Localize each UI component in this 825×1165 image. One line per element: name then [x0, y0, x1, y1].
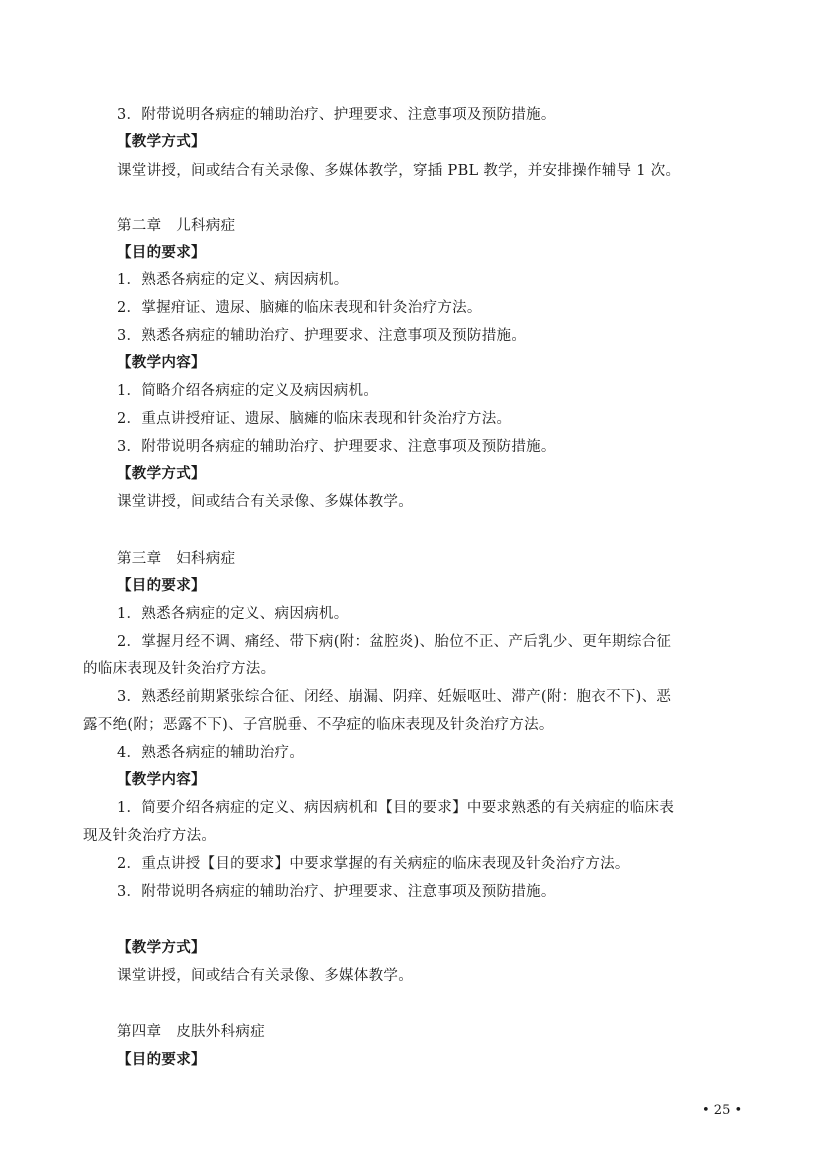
paragraph-line: 3．附带说明各病症的辅助治疗、护理要求、注意事项及预防措施。	[117, 107, 556, 123]
section-heading-teaching-method: 【教学方式】	[117, 134, 206, 150]
chapter-title-3: 第三章 妇科病症	[117, 551, 236, 567]
paragraph-line: 现及针灸治疗方法。	[83, 828, 217, 844]
paragraph-line: 的临床表现及针灸治疗方法。	[83, 661, 276, 677]
page-number: • 25 •	[702, 1103, 743, 1118]
section-heading-objectives: 【目的要求】	[117, 1052, 206, 1068]
paragraph-line: 1．简略介绍各病症的定义及病因病机。	[117, 383, 379, 399]
paragraph-line: 2．掌握疳证、遗尿、脑瘫的临床表现和针灸治疗方法。	[117, 300, 482, 316]
paragraph-line: 3．附带说明各病症的辅助治疗、护理要求、注意事项及预防措施。	[117, 884, 556, 900]
section-heading-content: 【教学内容】	[117, 355, 206, 371]
paragraph-line: 2．掌握月经不调、痛经、带下病(附：盆腔炎)、胎位不正、产后乳少、更年期综合征	[117, 634, 672, 650]
paragraph-line: 3．熟悉各病症的辅助治疗、护理要求、注意事项及预防措施。	[117, 328, 527, 344]
paragraph-line: 2．重点讲授【目的要求】中要求掌握的有关病症的临床表现及针灸治疗方法。	[117, 856, 630, 872]
paragraph-line: 课堂讲授，间或结合有关录像、多媒体教学，穿插 PBL 教学，并安排操作辅导 1 次。	[117, 163, 681, 179]
paragraph-line: 2．重点讲授疳证、遗尿、脑瘫的临床表现和针灸治疗方法。	[117, 411, 512, 427]
section-heading-teaching-method: 【教学方式】	[117, 940, 206, 956]
section-heading-objectives: 【目的要求】	[117, 245, 206, 261]
paragraph-line: 露不绝(附；恶露不下)、子宫脱垂、不孕症的临床表现及针灸治疗方法。	[83, 717, 554, 733]
chapter-title-4: 第四章 皮肤外科病症	[117, 1024, 265, 1040]
section-heading-objectives: 【目的要求】	[117, 578, 206, 594]
paragraph-line: 4．熟悉各病症的辅助治疗。	[117, 745, 305, 761]
paragraph-line: 3．熟悉经前期紧张综合征、闭经、崩漏、阴痒、妊娠呕吐、滞产(附：胞衣不下)、恶	[117, 689, 672, 705]
paragraph-line: 1．简要介绍各病症的定义、病因病机和【目的要求】中要求熟悉的有关病症的临床表	[117, 800, 675, 816]
paragraph-line: 1．熟悉各病症的定义、病因病机。	[117, 272, 349, 288]
paragraph-line: 3．附带说明各病症的辅助治疗、护理要求、注意事项及预防措施。	[117, 439, 556, 455]
chapter-title-2: 第二章 儿科病症	[117, 218, 236, 234]
paragraph-line: 1．熟悉各病症的定义、病因病机。	[117, 606, 349, 622]
paragraph-line: 课堂讲授，间或结合有关录像、多媒体教学。	[117, 494, 413, 510]
section-heading-teaching-method: 【教学方式】	[117, 466, 206, 482]
section-heading-content: 【教学内容】	[117, 772, 206, 788]
paragraph-line: 课堂讲授，间或结合有关录像、多媒体教学。	[117, 968, 413, 984]
